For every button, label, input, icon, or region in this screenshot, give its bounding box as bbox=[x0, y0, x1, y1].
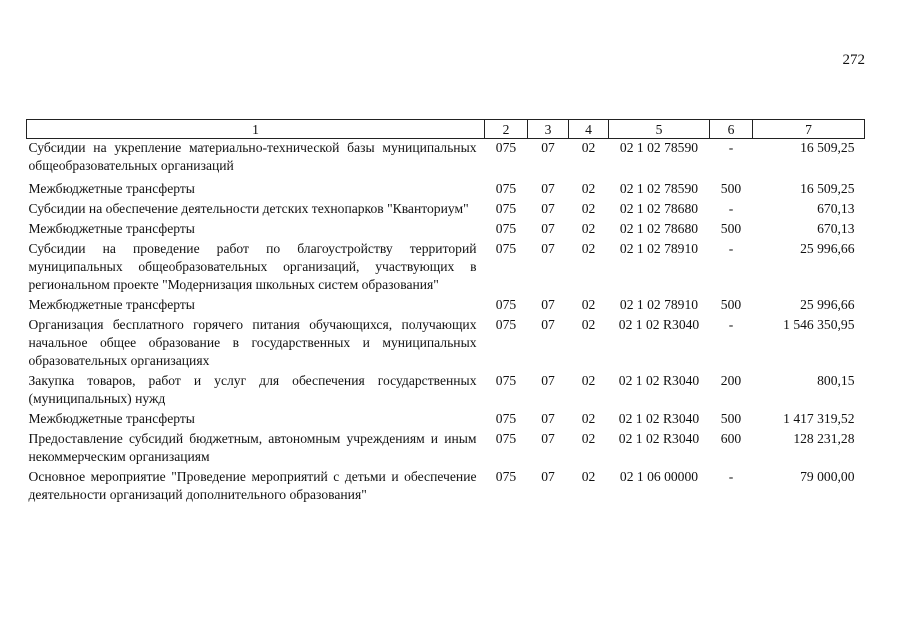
row-code-5: 02 1 02 R3040 bbox=[618, 373, 700, 388]
row-code-4: 02 bbox=[581, 241, 596, 256]
row-code-6: 500 bbox=[720, 411, 742, 426]
row-amount: 25 996,66 bbox=[800, 241, 855, 256]
row-code-6: 500 bbox=[720, 221, 742, 236]
row-amount: 800,15 bbox=[817, 373, 855, 388]
row-code-4: 02 bbox=[581, 431, 596, 446]
row-name: Межбюджетные трансферты bbox=[28, 221, 195, 236]
row-amount: 16 509,25 bbox=[800, 181, 855, 196]
row-name: Межбюджетные трансферты bbox=[28, 181, 195, 196]
row-code-2: 075 bbox=[495, 469, 517, 484]
table-row bbox=[27, 220, 865, 240]
row-amount: 670,13 bbox=[817, 201, 855, 216]
column-header-5: 5 bbox=[609, 120, 710, 139]
row-code-4: 02 bbox=[581, 140, 596, 155]
row-code-4: 02 bbox=[581, 201, 596, 216]
row-code-5: 02 1 06 00000 bbox=[619, 469, 699, 484]
row-code-3: 07 bbox=[541, 469, 555, 484]
row-code-6: - bbox=[728, 317, 734, 332]
row-code-2: 075 bbox=[495, 317, 517, 332]
page-number: 272 bbox=[842, 52, 865, 68]
row-code-2: 075 bbox=[495, 201, 517, 216]
row-code-6: 200 bbox=[720, 373, 742, 388]
row-code-5: 02 1 02 R3040 bbox=[618, 317, 700, 332]
column-header-4: 4 bbox=[569, 120, 609, 139]
table-body bbox=[27, 139, 865, 507]
row-code-4: 02 bbox=[581, 181, 596, 196]
row-code-5: 02 1 02 R3040 bbox=[618, 431, 700, 446]
row-code-3: 07 bbox=[541, 181, 555, 196]
table-row bbox=[27, 200, 865, 220]
row-name: Межбюджетные трансферты bbox=[28, 297, 195, 312]
row-code-2: 075 bbox=[495, 431, 517, 446]
row-amount: 1 417 319,52 bbox=[783, 411, 855, 426]
row-name: Субсидии на проведение работ по благоустройству территорий муниципальных общеобразовательных организаций, участвующих в региональном проекте "Модернизация школьных систем образования" bbox=[28, 241, 477, 292]
row-amount: 25 996,66 bbox=[800, 297, 855, 312]
row-code-5: 02 1 02 78910 bbox=[619, 297, 699, 312]
row-code-2: 075 bbox=[495, 411, 517, 426]
row-name: Межбюджетные трансферты bbox=[28, 411, 195, 426]
row-code-3: 07 bbox=[541, 241, 555, 256]
row-code-4: 02 bbox=[581, 373, 596, 388]
table-header-row bbox=[27, 120, 865, 139]
column-header-1: 1 bbox=[27, 120, 485, 139]
row-name: Основное мероприятие "Проведение мероприятий с детьми и обеспечение деятельности организаций дополнительного образования" bbox=[28, 469, 477, 502]
row-name: Закупка товаров, работ и услуг для обеспечения государственных (муниципальных) нужд bbox=[28, 373, 477, 406]
row-amount: 16 509,25 bbox=[800, 140, 855, 155]
row-code-2: 075 bbox=[495, 221, 517, 236]
row-code-2: 075 bbox=[495, 181, 517, 196]
table-row bbox=[27, 240, 865, 296]
table-row bbox=[27, 430, 865, 468]
row-name: Предоставление субсидий бюджетным, автономным учреждениям и иным некоммерческим организациям bbox=[28, 431, 477, 464]
column-header-3: 3 bbox=[528, 120, 569, 139]
table-row bbox=[27, 410, 865, 430]
row-code-4: 02 bbox=[581, 297, 596, 312]
table-row bbox=[27, 177, 865, 200]
row-code-4: 02 bbox=[581, 411, 596, 426]
table-row bbox=[27, 372, 865, 410]
row-code-6: 500 bbox=[720, 297, 742, 312]
row-amount: 1 546 350,95 bbox=[783, 317, 855, 332]
row-code-6: - bbox=[728, 201, 734, 216]
row-code-4: 02 bbox=[581, 221, 596, 236]
row-name: Субсидии на обеспечение деятельности детских технопарков "Кванториум" bbox=[28, 201, 469, 216]
row-code-5: 02 1 02 78680 bbox=[619, 201, 699, 216]
column-header-2: 2 bbox=[485, 120, 528, 139]
row-amount: 128 231,28 bbox=[793, 431, 855, 446]
row-code-4: 02 bbox=[581, 317, 596, 332]
row-code-4: 02 bbox=[581, 469, 596, 484]
row-code-3: 07 bbox=[541, 317, 555, 332]
table-row bbox=[27, 468, 865, 506]
row-code-5: 02 1 02 78680 bbox=[619, 221, 699, 236]
row-code-2: 075 bbox=[495, 241, 517, 256]
row-code-5: 02 1 02 78910 bbox=[619, 241, 699, 256]
row-code-3: 07 bbox=[541, 221, 555, 236]
row-code-3: 07 bbox=[541, 297, 555, 312]
row-code-3: 07 bbox=[541, 201, 555, 216]
row-code-2: 075 bbox=[495, 140, 517, 155]
row-name: Субсидии на укрепление материально-технической базы муниципальных общеобразовательных организаций bbox=[28, 140, 477, 173]
row-code-2: 075 bbox=[495, 373, 517, 388]
table-row bbox=[27, 316, 865, 372]
row-code-3: 07 bbox=[541, 431, 555, 446]
row-code-3: 07 bbox=[541, 140, 555, 155]
row-code-5: 02 1 02 78590 bbox=[619, 181, 699, 196]
table-row bbox=[27, 296, 865, 316]
row-code-5: 02 1 02 R3040 bbox=[618, 411, 700, 426]
row-code-6: 500 bbox=[720, 181, 742, 196]
row-amount: 79 000,00 bbox=[800, 469, 855, 484]
row-code-2: 075 bbox=[495, 297, 517, 312]
row-name: Организация бесплатного горячего питания обучающихся, получающих начальное общее образование в государственных и муниципальных образовательных организациях bbox=[28, 317, 477, 368]
row-code-5: 02 1 02 78590 bbox=[619, 140, 699, 155]
table-row bbox=[27, 139, 865, 178]
column-header-6: 6 bbox=[710, 120, 753, 139]
budget-table bbox=[26, 119, 865, 506]
row-code-3: 07 bbox=[541, 373, 555, 388]
row-code-6: 600 bbox=[720, 431, 742, 446]
row-code-6: - bbox=[728, 241, 734, 256]
row-code-3: 07 bbox=[541, 411, 555, 426]
row-code-6: - bbox=[728, 140, 734, 155]
row-code-6: - bbox=[728, 469, 734, 484]
row-amount: 670,13 bbox=[817, 221, 855, 236]
column-header-7: 7 bbox=[753, 120, 865, 139]
